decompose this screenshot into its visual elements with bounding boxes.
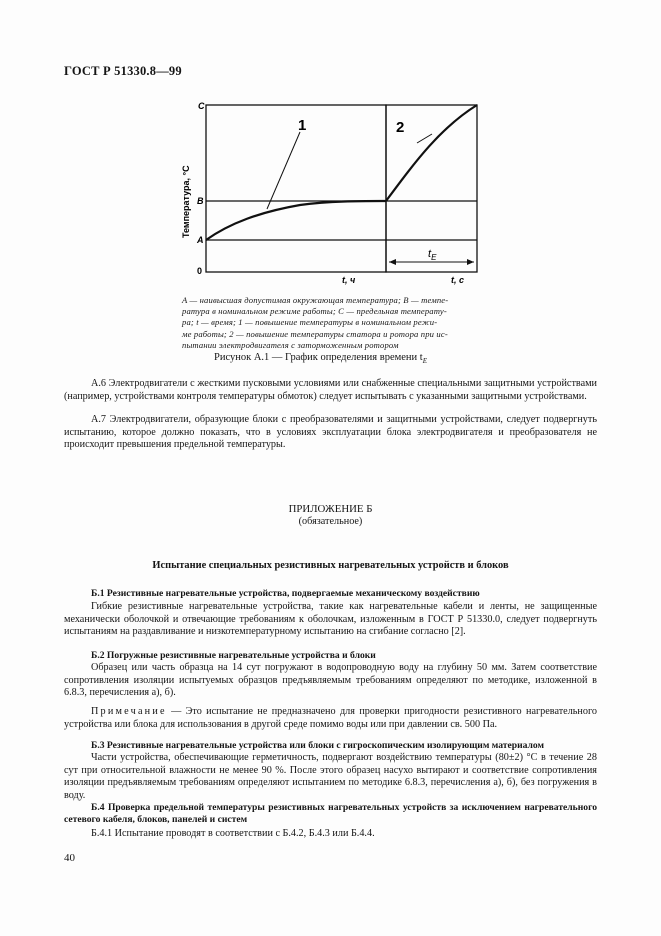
te-arrow-right <box>467 259 474 265</box>
section-b4-title: Б.4 Проверка предельной температуры резистивных нагревательных устройств за исключением нагревательного сетевого кабеля, блоков, панелей и систем <box>64 802 597 825</box>
temperature-time-graph <box>170 90 490 290</box>
paragraph-b41: Б.4.1 Испытание проводят в соответствии с Б.4.2, Б.4.3 или Б.4.4. <box>91 828 375 839</box>
page-number: 40 <box>64 852 75 864</box>
note-label: Примечание <box>91 706 167 717</box>
note-paragraph <box>64 706 597 731</box>
paragraph-a6: А.6 Электродвигатели с жесткими пусковыми условиями или снабженные специальными защитными устройствами (например, устройствами контроля температуры обмоток) следует испытывать с указанными защитными устройствами. <box>64 378 597 402</box>
x-label-left: t, ч <box>342 275 356 285</box>
note-text: — Это испытание не предназначено для проверки пригодности резистивного нагревательного устройства или блока для использования в другой среде помимо воды или при давлении св. 500 Па. <box>64 706 597 730</box>
y-axis-label: Температура, °С <box>181 165 191 238</box>
tick-b: B <box>197 196 204 206</box>
legend-line: ра; t — время; 1 — повышение температуры в номинальном режи- <box>182 317 438 328</box>
legend-line: ме работы; 2 — повышение температуры статора и ротора при ис- <box>182 328 448 339</box>
figure-caption <box>214 352 427 365</box>
x-label-right: t, с <box>451 275 465 285</box>
paragraph-a7: А.7 Электродвигатели, образующие блоки с преобразователями и защитными устройствами, следует подвергнуть испытанию, которое должно показать, что в условиях эксплуатации блока электродвигателя и преобразователя не происходит превышения предельной температуры. <box>64 414 597 451</box>
paragraph-b2: Образец или часть образца на 14 сут погружают в водопроводную воду на глубину 50 мм. Затем соответствие сопротивления изоляции испытуемых образцов предъявляемым требованиям определяют по методике, изложенной в 6.8.3, перечисления а), б). <box>64 662 597 699</box>
document-header: ГОСТ Р 51330.8—99 <box>64 64 182 78</box>
tick-c: C <box>198 101 205 111</box>
paragraph-b3: Части устройства, обеспечивающие герметичность, подвергают воздействию температуры (80±2) °С в течение 28 сут при относительной влажности не менее 90 %. После этого образец насухо вытирают и соответствие сопротивления изоляции предъявляемым требованиям определяют испытанием по методике 6.8.3, перечисления а), б), без погружения в воду. <box>64 752 597 801</box>
section-b3-title: Б.3 Резистивные нагревательные устройства или блоки с гигроскопическим изолирующим материалом <box>91 740 545 751</box>
figure-legend <box>182 295 490 351</box>
legend-line: пытании электродвигателя с заторможенным ротором <box>182 339 399 350</box>
appendix-heading: Испытание специальных резистивных нагревательных устройств и блоков <box>152 560 509 571</box>
curve-1-leader <box>267 132 300 209</box>
paragraph-b1: Гибкие резистивные нагревательные устройства, такие как нагревательные кабели и ленты, не защищенные механически оболочкой и отвечающие требованиям к оболочкам, изложенным в ГОСТ Р 51330.0, следует подвергнуть испытаниям на раздавливание и низкотемпературному испытанию на сгибание согласно [2]. <box>64 601 597 638</box>
legend-line: A — наивысшая допустимая окружающая температура; B — темпе- <box>182 295 449 305</box>
origin-label: 0 <box>197 266 203 276</box>
section-b2-title: Б.2 Погружные резистивные нагревательные устройства и блоки <box>91 650 376 661</box>
appendix-title: ПРИЛОЖЕНИЕ Б <box>288 503 373 515</box>
section-b1-title: Б.1 Резистивные нагревательные устройства, подвергаемые механическому воздействию <box>91 588 480 599</box>
tick-a: A <box>197 235 204 245</box>
caption-text: Рисунок А.1 — График определения времени t <box>214 352 423 363</box>
curve-2-leader <box>417 134 432 143</box>
appendix-note: (обязательное) <box>298 516 363 527</box>
curve-2-label: 2 <box>396 119 405 136</box>
curve-1-label: 1 <box>298 117 307 134</box>
left-panel-frame <box>206 105 386 272</box>
curve-1 <box>206 201 386 240</box>
te-arrow-left <box>389 259 396 265</box>
caption-subscript: Е <box>422 357 427 366</box>
te-label: $t_E$ <box>428 248 437 262</box>
legend-line: ратура в номинальном режиме работы; C — предельная температу- <box>182 306 447 317</box>
